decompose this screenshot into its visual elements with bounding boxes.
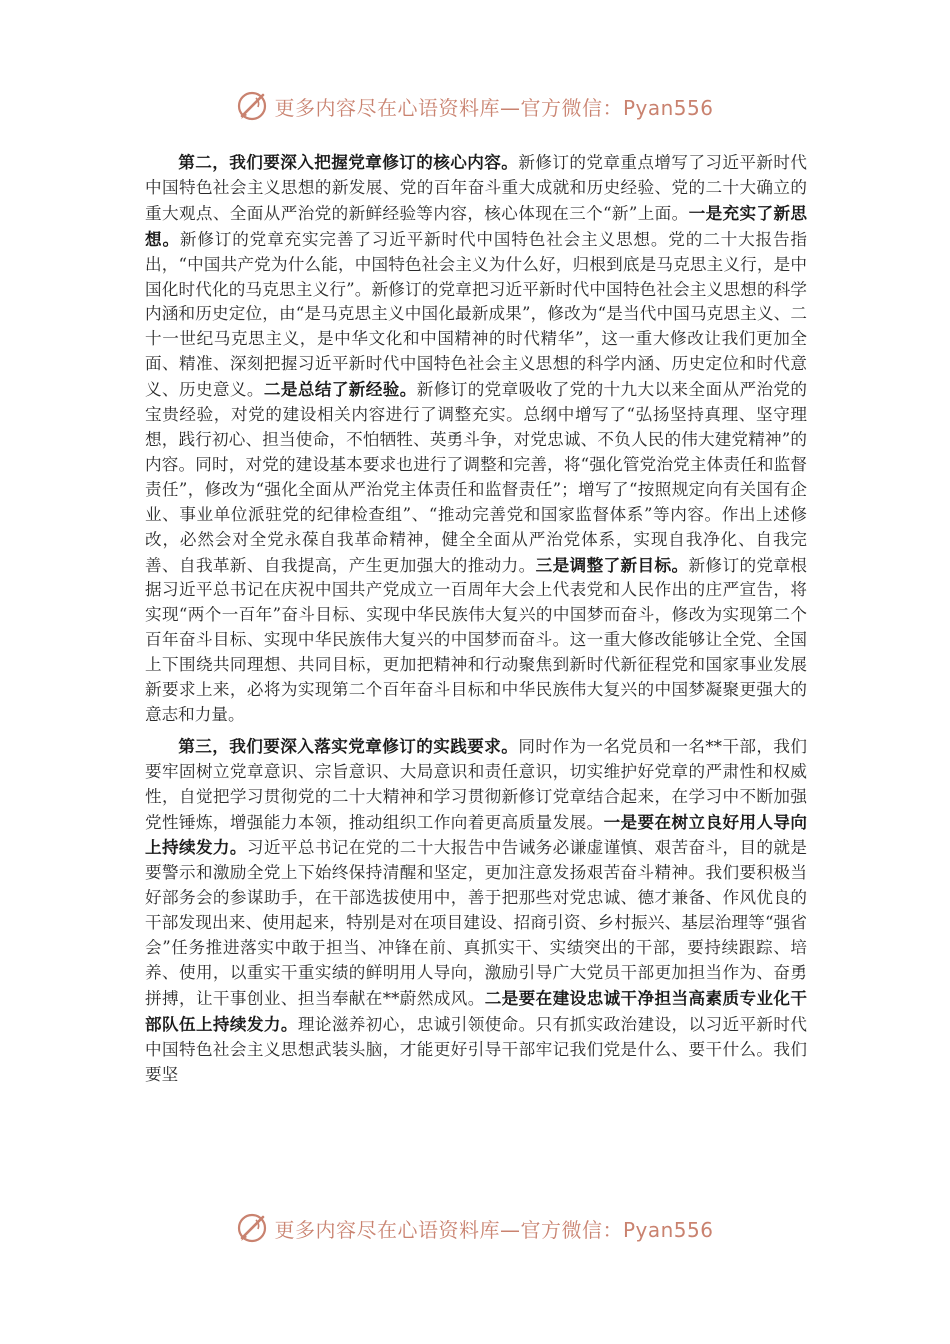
bold-lead-text: 二是总结了新经验。 [263,379,417,400]
bold-lead-text: 一是要在树立良好用人导向上持续发力。 [145,811,807,858]
body-text: 理论滋养初心，忠诚引领使命。只有抓实政治建设，以习近平新时代中国特色社会主义思想武装头脑，才能更好引导干部牢记我们党是什么、要干什么。我们要坚 [145,1014,807,1084]
body-text: 新修订的党章吸收了党的十九大以来全面从严治党的宝贵经验，对党的建设相关内容进行了调整充实。总纲中增写了“弘扬坚持真理、坚守理想，践行初心、担当使命，不怕牺牲、英勇斗争，对党忠诚、不负人民的伟大建党精神”的内容。同时，对党的建设基本要求也进行了调整和完善，将“强化管党治党主体责任和监督责任”，修改为“强化全面从严治党主体责任和监督责任”；增写了“按照规定向有关国有企业、事业单位派驻党的纪律检查组”、“推动完善党和国家监督体系”等内容。作出上述修改，必然会对全党永葆自我革命精神，健全全面从严治党体系，实现自我净化、自我完善、自我革新、自我提高，产生更加强大的推动力。 [145,380,807,575]
document-body [145,150,807,1088]
bold-lead-text: 三是调整了新目标。 [535,554,689,575]
footer-watermark [0,1208,950,1248]
footer-watermark-text: 更多内容尽在心语资料库—官方微信：Pyan556 [274,1217,714,1242]
paragraph-section-three [145,734,807,1088]
paragraph-section-two [145,150,807,728]
pen-logo-icon [236,1211,270,1245]
header-watermark [0,86,950,126]
body-text: 新修订的党章充实完善了习近平新时代中国特色社会主义思想。党的二十大报告指出，“中国共产党为什么能，中国特色社会主义为什么好，归根到底是马克思主义行，是中国化时代化的马克思主义行”。新修订的党章把习近平新时代中国特色社会主义思想的科学内涵和历史定位，由“是马克思主义中国化最新成果”，修改为“是当代中国马克思主义、二十一世纪马克思主义，是中华文化和中国精神的时代精华”，这一重大修改让我们更加全面、精准、深刻把握习近平新时代中国特色社会主义思想的科学内涵、历史定位和时代意义、历史意义。 [145,229,808,400]
body-text: 习近平总书记在党的二十大报告中告诫务必谦虚谨慎、艰苦奋斗，目的就是要警示和激励全党上下始终保持清醒和坚定，更加注意发扬艰苦奋斗精神。我们要积极当好部务会的参谋助手，在干部选拔使用中，善于把那些对党忠诚、德才兼备、作风优良的干部发现出来、使用起来，特别是对在项目建设、招商引资、乡村振兴、基层治理等“强省会”任务推进落实中敢于担当、冲锋在前、真抓实干、实绩突出的干部，要持续跟踪、培养、使用，以重实干重实绩的鲜明用人导向，激励引导广大党员干部更加担当作为、奋勇拼搏，让干事创业、担当奉献在**蔚然成风。 [145,838,807,1008]
header-watermark-text: 更多内容尽在心语资料库—官方微信：Pyan556 [274,95,714,120]
bold-lead-text: 第三，我们要深入落实党章修订的实践要求。 [178,735,519,756]
body-text: 同时作为一名党员和一名**干部，我们要牢固树立党章意识、宗旨意识、大局意识和责任意识，切实维护好党章的严肃性和权威性，自觉把学习贯彻党的二十大精神和学习贯彻新修订党章结合起来，在学习中不断加强党性锤炼，增强能力本领，推动组织工作向着更高质量发展。 [145,736,808,832]
body-text: 新修订的党章重点增写了习近平新时代中国特色社会主义思想的新发展、党的百年奋斗重大成就和历史经验、党的二十大确立的重大观点、全面从严治党的新鲜经验等内容，核心体现在三个“新”上面。 [145,153,808,223]
body-text: 新修订的党章根据习近平总书记在庆祝中国共产党成立一百周年大会上代表党和人民作出的庄严宣告，将实现“两个一百年”奋斗目标、实现中华民族伟大复兴的中国梦而奋斗，修改为实现第二个百年奋斗目标、实现中华民族伟大复兴的中国梦而奋斗。这一重大修改能够让全党、全国上下围绕共同理想、共同目标，更加把精神和行动聚焦到新时代新征程党和国家事业发展新要求上来，必将为实现第二个百年奋斗目标和中华民族伟大复兴的中国梦凝聚更强大的意志和力量。 [145,555,807,724]
bold-lead-text: 第二，我们要深入把握党章修订的核心内容。 [178,152,519,172]
bold-lead-text: 二是要在建设忠诚干净担当高素质专业化干部队伍上持续发力。 [145,987,807,1034]
pen-logo-icon [236,89,270,123]
bold-lead-text: 一是充实了新思想。 [145,202,808,249]
